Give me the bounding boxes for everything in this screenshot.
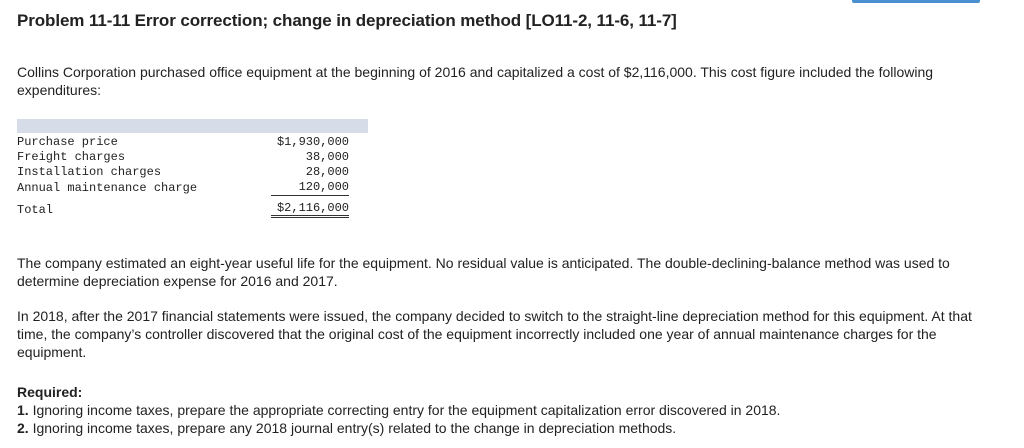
required-item-number: 2. [17,420,29,436]
cost-table [17,119,368,218]
table-row [17,135,368,150]
row-label: Freight charges [17,150,126,164]
top-tab-indicator [852,0,980,3]
table-total-row [17,196,368,218]
row-label: Installation charges [17,165,162,179]
required-item [17,419,780,437]
problem-title: Problem 11-11 Error correction; change in depreciation method [LO11-2, 11-6, 11-7] [17,11,677,30]
intro-paragraph: Collins Corporation purchased office equipment at the beginning of 2016 and capitalized a cost of $2,116,000. This cost figure included the following expenditures: [17,64,934,98]
cost-table-body [17,135,368,218]
row-amount: 38,000 [305,150,349,164]
total-label: Total [17,203,54,217]
required-section [17,383,780,437]
cost-table-header-band [17,119,368,133]
required-item-text: Ignoring income taxes, prepare the appropriate correcting entry for the equipment capitalization error discovered in 2018. [32,402,781,418]
required-item [17,401,780,419]
method-change-paragraph: In 2018, after the 2017 financial statements were issued, the company decided to switch to the straight-line depreciation method for this equipment. At that time, the company’s controller discovered that the original cost of the equipment incorrectly included one year of annual maintenance charges for the equipment. [17,308,972,360]
table-row [17,165,368,180]
row-amount: $1,930,000 [276,135,349,149]
row-label: Annual maintenance charge [17,181,198,195]
table-row [17,150,368,165]
required-item-number: 1. [17,402,29,418]
row-amount: 120,000 [271,180,349,196]
required-item-text: Ignoring income taxes, prepare any 2018 journal entry(s) related to the change in depreciation methods. [32,420,677,436]
total-amount: $2,116,000 [271,201,349,218]
row-label: Purchase price [17,135,118,149]
useful-life-paragraph: The company estimated an eight-year useful life for the equipment. No residual value is anticipated. The double-declining-balance method was used to determine depreciation expense for 2016 and 2017. [17,255,950,289]
row-amount: 28,000 [305,165,349,179]
table-row [17,180,368,196]
required-heading: Required: [17,384,83,400]
